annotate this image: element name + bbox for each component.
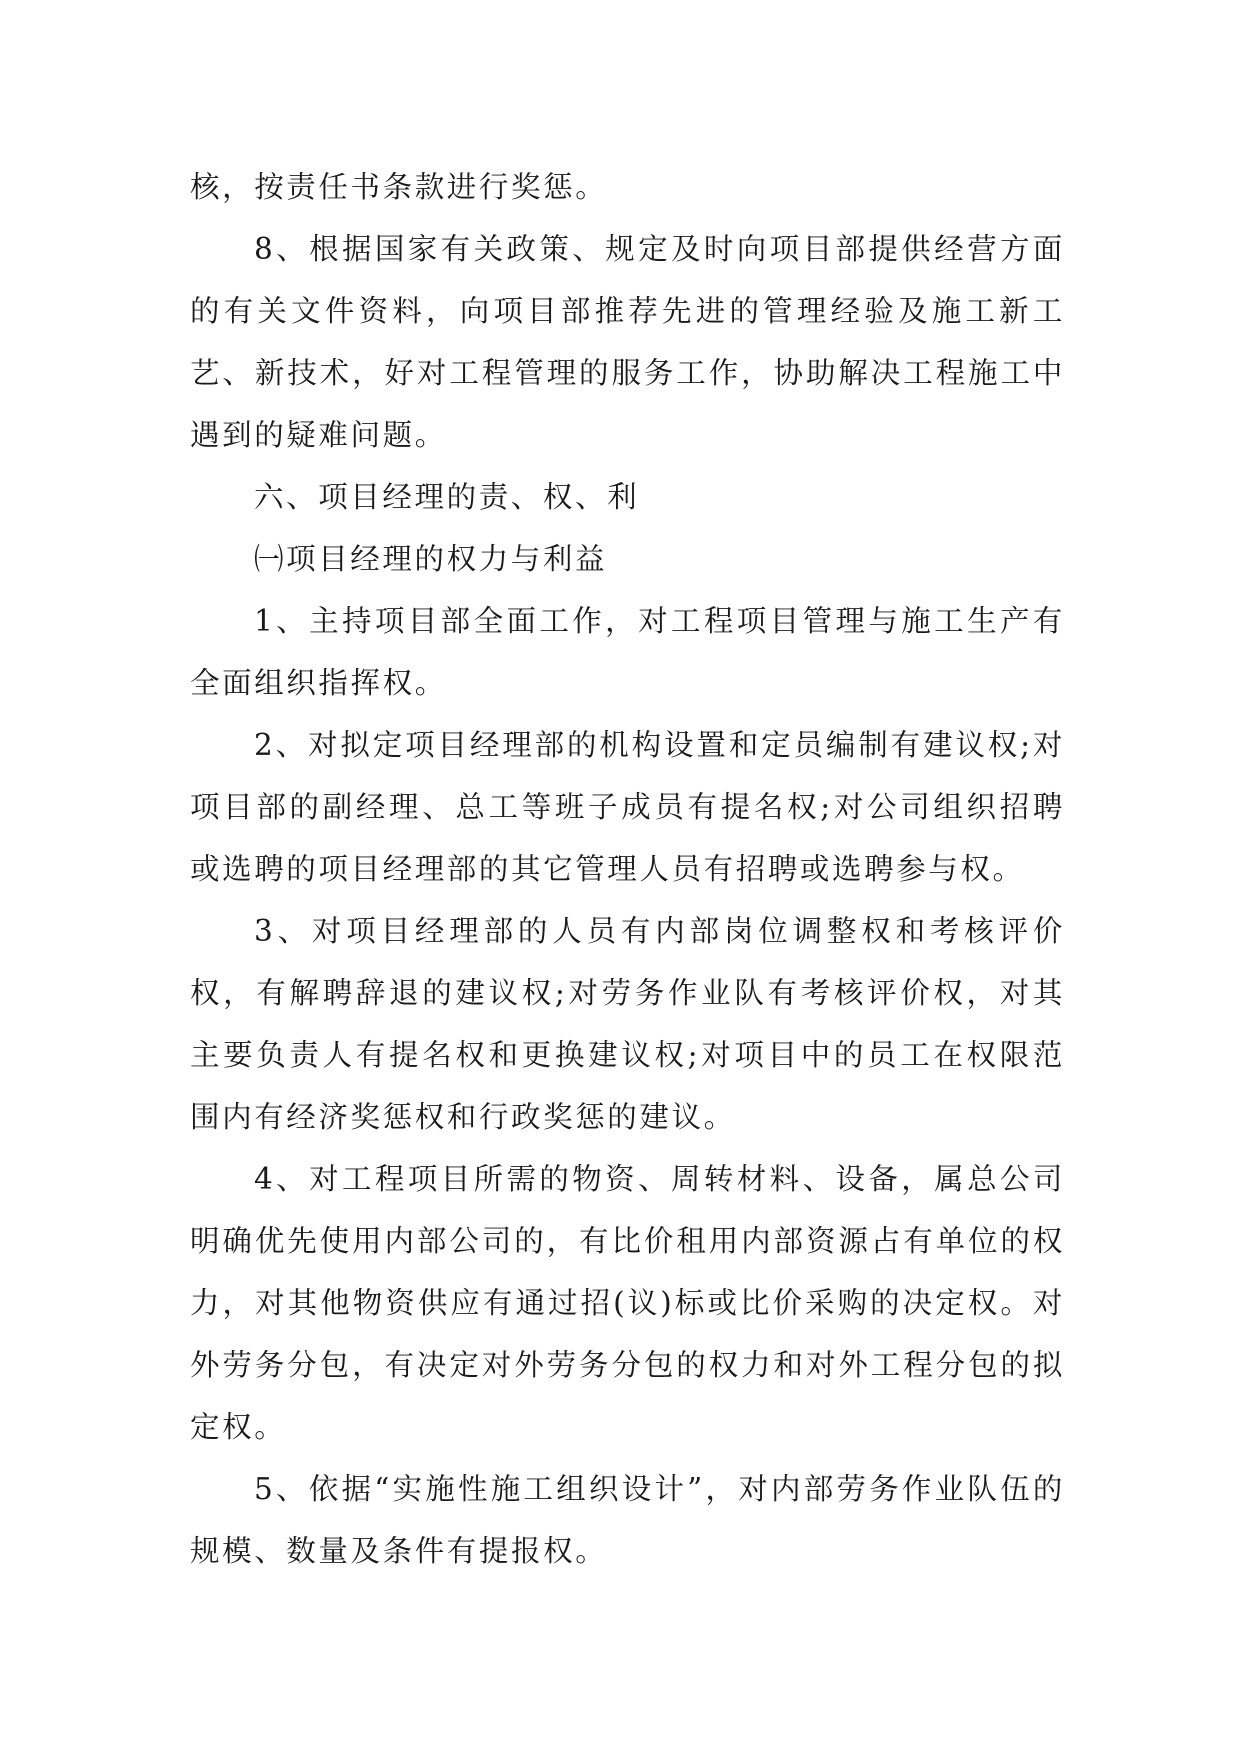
paragraph-item-1: 1、主持项目部全面工作，对工程项目管理与施工生产有全面组织指挥权。 bbox=[190, 604, 1065, 700]
paragraph-item-2: 2、对拟定项目经理部的机构设置和定员编制有建议权;对项目部的副经理、总工等班子成员有提名权;对公司组织招聘或选聘的项目经理部的其它管理人员有招聘或选聘参与权。 bbox=[190, 728, 1065, 886]
paragraph-item-5: 5、依据“实施性施工组织设计”，对内部劳务作业队伍的规模、数量及条件有提报权。 bbox=[190, 1472, 1065, 1568]
section-heading-six: 六、项目经理的责、权、利 bbox=[254, 480, 640, 514]
paragraph-continuation: 核，按责任书条款进行奖惩。 bbox=[190, 170, 608, 204]
paragraph-item-3: 3、对项目经理部的人员有内部岗位调整权和考核评价权，有解聘辞退的建议权;对劳务作业队有考核评价权，对其主要负责人有提名权和更换建议权;对项目中的员工在权限范围内有经济奖惩权和行政奖惩的建议。 bbox=[190, 914, 1065, 1134]
subsection-heading-one: ㈠项目经理的权力与利益 bbox=[254, 542, 608, 576]
paragraph-item-8: 8、根据国家有关政策、规定及时向项目部提供经营方面的有关文件资料，向项目部推荐先进的管理经验及施工新工艺、新技术，好对工程管理的服务工作，协助解决工程施工中遇到的疑难问题。 bbox=[190, 232, 1065, 452]
document-body bbox=[190, 156, 1065, 1582]
paragraph-item-4: 4、对工程项目所需的物资、周转材料、设备，属总公司明确优先使用内部公司的，有比价租用内部资源占有单位的权力，对其他物资供应有通过招(议)标或比价采购的决定权。对外劳务分包，有决定对外劳务分包的权力和对外工程分包的拟定权。 bbox=[190, 1162, 1065, 1444]
